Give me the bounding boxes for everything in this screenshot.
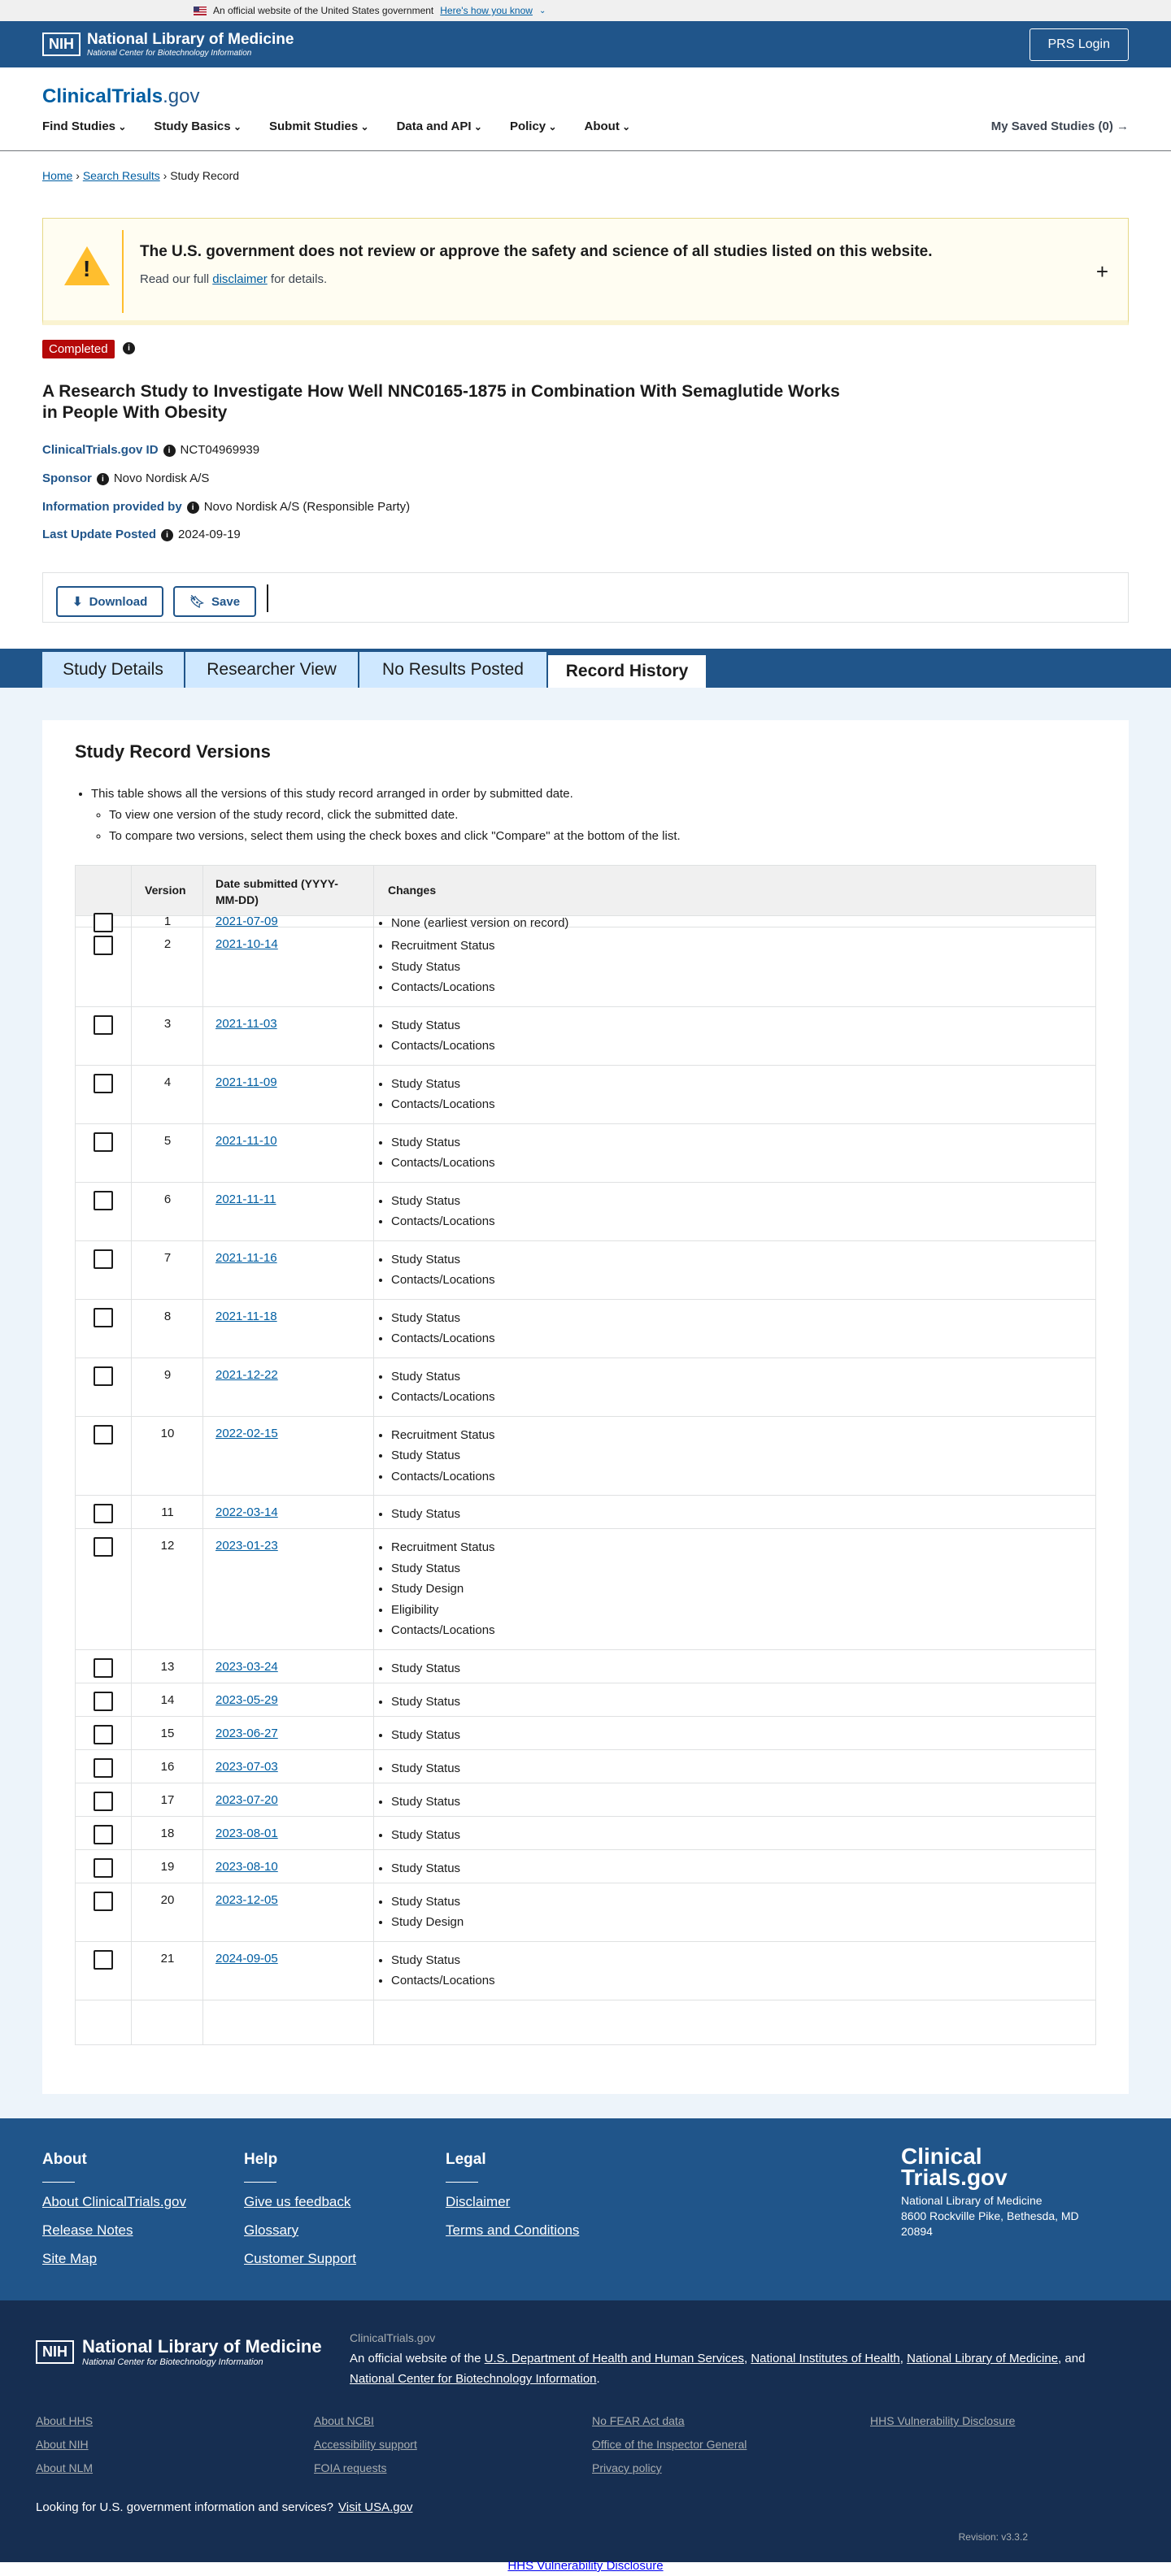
table-row xyxy=(76,1183,1095,1241)
versions-card xyxy=(42,720,1129,2094)
version-number: 17 xyxy=(160,1792,175,1807)
meta-sponsor-label: Sponsor xyxy=(42,471,92,485)
version-checkbox[interactable] xyxy=(94,1249,113,1269)
version-checkbox[interactable] xyxy=(94,1537,113,1557)
version-date-link[interactable]: 2023-05-29 xyxy=(215,1692,278,1707)
nih-logo-mark: NIH xyxy=(42,33,81,56)
download-icon: ⬇ xyxy=(72,595,83,609)
usa-gov-link[interactable]: Visit USA.gov xyxy=(338,2500,413,2514)
meta-update-value: 2024-09-19 xyxy=(178,528,241,541)
version-changes xyxy=(391,1858,460,1879)
change-item: • Study Status xyxy=(391,957,495,978)
version-date-link[interactable]: 2021-11-16 xyxy=(215,1250,277,1265)
change-item: • Study Status xyxy=(391,1792,460,1813)
version-date-link[interactable]: 2021-11-18 xyxy=(215,1309,277,1323)
change-item: • Study Status xyxy=(391,1892,464,1913)
download-button[interactable] xyxy=(56,586,163,617)
change-item: • Study Status xyxy=(391,1825,460,1846)
version-changes xyxy=(391,1504,460,1525)
version-number: 16 xyxy=(160,1759,175,1774)
change-item: • Study Status xyxy=(391,1950,495,1971)
versions-intro xyxy=(91,784,681,847)
version-number: 8 xyxy=(163,1309,172,1323)
address-line: 20894 xyxy=(901,2225,933,2238)
version-checkbox[interactable] xyxy=(94,1892,113,1911)
nav-about[interactable]: About ⌄ xyxy=(585,119,631,133)
version-date-link[interactable]: 2021-11-09 xyxy=(215,1075,277,1089)
table-row xyxy=(76,1817,1095,1850)
version-changes xyxy=(391,1725,460,1746)
address-line: 8600 Rockville Pike, Bethesda, MD xyxy=(901,2209,1079,2222)
table-row xyxy=(76,1650,1095,1683)
version-checkbox[interactable] xyxy=(94,1858,113,1878)
version-checkbox[interactable] xyxy=(94,1950,113,1970)
change-item: • Study Status xyxy=(391,1445,495,1466)
breadcrumb: Home › Search Results › Study Record xyxy=(42,169,240,182)
version-date-link[interactable]: 2024-09-05 xyxy=(215,1951,278,1966)
version-number: 4 xyxy=(163,1075,172,1089)
footer-legal-heading: Legal xyxy=(446,2151,486,2168)
version-changes xyxy=(391,1308,495,1349)
footer-link[interactable]: No FEAR Act data xyxy=(592,2414,685,2427)
disclaimer-divider xyxy=(122,230,124,313)
version-checkbox[interactable] xyxy=(94,1366,113,1386)
table-row xyxy=(76,1783,1095,1817)
change-item: • Study Design xyxy=(391,1912,464,1933)
change-item: • Contacts/Locations xyxy=(391,1094,495,1115)
footer-top xyxy=(0,2118,1171,2300)
version-date-link[interactable]: 2023-07-20 xyxy=(215,1792,278,1807)
action-bar xyxy=(42,572,1129,623)
version-changes xyxy=(391,1892,464,1933)
footer-underline xyxy=(446,2182,478,2183)
address-line: National Library of Medicine xyxy=(901,2194,1043,2207)
change-item: • Study Status xyxy=(391,1692,460,1713)
table-row xyxy=(76,1358,1095,1417)
toolbar-divider xyxy=(267,584,268,612)
site-logo-suffix: .gov xyxy=(163,85,200,107)
version-date-link[interactable]: 2023-08-10 xyxy=(215,1859,278,1874)
change-item: • Recruitment Status xyxy=(391,936,495,957)
gov-banner xyxy=(0,0,1171,21)
version-date-link[interactable]: 2023-03-24 xyxy=(215,1659,278,1674)
meta-sponsor xyxy=(42,471,209,485)
nav-policy[interactable]: Policy ⌄ xyxy=(510,119,557,133)
footer-link[interactable]: Give us feedback xyxy=(244,2194,351,2209)
save-label: Save xyxy=(211,594,241,609)
change-item: • Study Status xyxy=(391,1015,495,1036)
footer-nih-logo[interactable] xyxy=(36,2336,322,2367)
table-body xyxy=(76,916,1095,2000)
ctg-label: ClinicalTrials.gov xyxy=(350,2331,436,2344)
version-number: 7 xyxy=(163,1250,172,1265)
change-item: • Study Design xyxy=(391,1579,495,1600)
col-changes: Changes xyxy=(388,884,437,897)
versions-table xyxy=(75,865,1096,2045)
footer-address-text xyxy=(901,2193,1079,2239)
version-number: 3 xyxy=(163,1016,172,1031)
version-date-link[interactable]: 2021-07-09 xyxy=(215,914,278,928)
change-item: • Study Status xyxy=(391,1858,460,1879)
nih-logo-title: National Library of Medicine xyxy=(87,31,294,48)
official-text: An official website of the xyxy=(350,2352,481,2365)
version-date-link[interactable]: 2022-03-14 xyxy=(215,1505,278,1519)
change-item: • Study Status xyxy=(391,1725,460,1746)
change-item: • Study Status xyxy=(391,1308,495,1329)
info-icon[interactable]: i xyxy=(97,473,109,485)
footer-bottom xyxy=(0,2300,1171,2562)
version-changes xyxy=(391,1425,495,1488)
change-item: • Contacts/Locations xyxy=(391,1036,495,1057)
saved-studies-link[interactable]: My Saved Studies (0) → xyxy=(990,119,1129,133)
footer-underline xyxy=(244,2182,276,2183)
nih-logo-title: National Library of Medicine xyxy=(82,2336,322,2357)
meta-info-label: Information provided by xyxy=(42,500,182,514)
and-text: and xyxy=(1064,2352,1086,2365)
footer-link[interactable]: Glossary xyxy=(244,2222,299,2238)
expand-plus-icon[interactable]: + xyxy=(1095,259,1108,284)
official-statement: ClinicalTrials.gov An official website of the U.S. Department of Health and Human Services, National Institutes of Health, National Library of Medicine, and National Center for Biotechnology Information. xyxy=(350,2328,1114,2389)
disclaimer-alert xyxy=(42,218,1129,325)
meta-info-provided xyxy=(42,500,410,514)
intro-sub-item: ◦ To compare two versions, select them using the check boxes and click "Compare" at the bottom of the list. xyxy=(109,826,681,847)
disclaimer-text xyxy=(140,272,327,286)
vulnerability-disclosure xyxy=(0,2559,1171,2573)
footer-link[interactable]: About ClinicalTrials.gov xyxy=(42,2194,186,2209)
version-date-link[interactable]: 2023-08-01 xyxy=(215,1826,278,1840)
change-item: • Contacts/Locations xyxy=(391,1466,495,1488)
change-item: • Recruitment Status xyxy=(391,1537,495,1558)
version-number: 5 xyxy=(163,1133,172,1148)
nih-logo-mark: NIH xyxy=(36,2340,74,2364)
version-date-link[interactable]: 2023-06-27 xyxy=(215,1726,278,1740)
version-number: 13 xyxy=(160,1659,175,1674)
study-title: A Research Study to Investigate How Well NNC0165-1875 in Combination With Semaglutide Works in People With Obesity xyxy=(42,382,840,422)
info-icon[interactable]: i xyxy=(187,502,199,514)
footer-help-heading: Help xyxy=(244,2151,278,2168)
site-logo[interactable] xyxy=(42,85,199,108)
nlm-link[interactable]: National Library of Medicine xyxy=(907,2352,1059,2365)
version-checkbox[interactable] xyxy=(94,1425,113,1444)
version-number: 19 xyxy=(160,1859,175,1874)
disclaimer-post: for details. xyxy=(270,272,328,286)
footer-logo-line: Clinical xyxy=(901,2144,982,2169)
version-date-link[interactable]: 2021-10-14 xyxy=(215,937,278,951)
version-changes xyxy=(391,1249,495,1291)
change-item: • Study Status xyxy=(391,1132,495,1153)
version-number: 9 xyxy=(163,1367,172,1382)
change-item: • Study Status xyxy=(391,1366,495,1388)
table-row xyxy=(76,1942,1095,2000)
version-date-link[interactable]: 2021-12-22 xyxy=(215,1367,278,1382)
footer-underline xyxy=(42,2182,75,2183)
nih-logo-subtitle: National Center for Biotechnology Information xyxy=(82,2357,263,2367)
nih-logo[interactable] xyxy=(42,31,294,58)
change-item: • Contacts/Locations xyxy=(391,1153,495,1174)
prs-login-button[interactable]: PRS Login xyxy=(1030,28,1130,61)
info-icon[interactable]: i xyxy=(163,445,176,457)
footer-link[interactable]: Office of the Inspector General xyxy=(592,2438,747,2451)
footer-legal xyxy=(446,2151,579,2251)
version-changes xyxy=(391,1950,495,1992)
intro-item xyxy=(91,784,681,847)
us-flag-icon xyxy=(194,7,207,15)
nav-find-studies[interactable]: Find Studies ⌄ xyxy=(42,119,126,133)
main-nav xyxy=(42,119,630,133)
status-badge: Completed xyxy=(42,340,115,358)
version-checkbox[interactable] xyxy=(94,936,113,955)
gov-banner-text: An official website of the United States government xyxy=(213,5,434,16)
table-row xyxy=(76,1417,1095,1497)
version-checkbox[interactable] xyxy=(94,1015,113,1035)
disclaimer-link[interactable]: disclaimer xyxy=(212,272,268,286)
disclaimer-title: The U.S. government does not review or approve the safety and science of all studies listed on this website. xyxy=(140,243,933,260)
version-changes xyxy=(391,1825,460,1846)
footer-address xyxy=(901,2146,1079,2239)
change-item: • Contacts/Locations xyxy=(391,1387,495,1408)
version-number: 18 xyxy=(160,1826,175,1840)
usa-text: Looking for U.S. government information and services? xyxy=(36,2500,334,2514)
tab-researcher-view[interactable]: Researcher View xyxy=(185,652,359,688)
meta-info-value: Novo Nordisk A/S (Responsible Party) xyxy=(203,500,411,514)
version-date-link[interactable]: 2023-01-23 xyxy=(215,1539,278,1553)
version-number: 12 xyxy=(160,1539,175,1553)
version-checkbox[interactable] xyxy=(94,1758,113,1778)
change-item: • Study Status xyxy=(391,1504,460,1525)
bookmark-icon: 🔖︎ xyxy=(189,595,206,609)
meta-update-label: Last Update Posted xyxy=(42,528,157,541)
footer-about xyxy=(42,2151,186,2279)
nav-submit-studies[interactable]: Submit Studies ⌄ xyxy=(269,119,369,133)
footer-link[interactable]: About NCBI xyxy=(314,2414,374,2427)
version-number: 11 xyxy=(161,1505,174,1519)
nav-study-basics[interactable]: Study Basics ⌄ xyxy=(154,119,242,133)
version-checkbox[interactable] xyxy=(94,1132,113,1152)
version-date-link[interactable]: 2021-11-03 xyxy=(215,1016,277,1031)
change-item: • Study Status xyxy=(391,1249,495,1271)
version-checkbox[interactable] xyxy=(94,1725,113,1744)
footer-link[interactable]: About HHS xyxy=(36,2414,94,2427)
tab-no-results-posted[interactable]: No Results Posted xyxy=(359,652,548,688)
version-checkbox[interactable] xyxy=(94,1191,113,1210)
breadcrumb-home[interactable]: Home xyxy=(42,169,73,182)
footer-link[interactable]: About NIH xyxy=(36,2438,89,2451)
footer-logo-line: Trials.gov xyxy=(901,2165,1008,2190)
hhs-link[interactable]: U.S. Department of Health and Human Services xyxy=(484,2352,744,2365)
change-item: • Eligibility xyxy=(391,1600,495,1621)
footer-logo[interactable] xyxy=(901,2146,1079,2188)
version-number: 10 xyxy=(160,1426,175,1440)
nih-header xyxy=(0,21,1171,67)
version-checkbox[interactable] xyxy=(94,1792,113,1811)
info-icon[interactable]: i xyxy=(161,529,173,541)
meta-id xyxy=(42,443,259,457)
change-item: • Contacts/Locations xyxy=(391,1211,495,1232)
footer-link[interactable]: Site Map xyxy=(42,2251,98,2266)
table-row xyxy=(76,905,1095,930)
version-number: 2 xyxy=(163,937,172,951)
table-row xyxy=(76,1850,1095,1883)
version-date-link[interactable]: 2023-07-03 xyxy=(215,1759,278,1774)
footer-link[interactable]: About NLM xyxy=(36,2461,94,2474)
status-info-icon[interactable]: i xyxy=(123,342,135,354)
version-changes xyxy=(391,1074,495,1115)
version-date-link[interactable]: 2023-12-05 xyxy=(215,1892,278,1907)
meta-id-value: NCT04969939 xyxy=(180,443,260,457)
change-item: • Contacts/Locations xyxy=(391,1270,495,1291)
table-row xyxy=(76,1496,1095,1529)
version-changes xyxy=(391,1537,495,1641)
intro-sub-item: ◦ To view one version of the study record, click the submitted date. xyxy=(109,805,681,826)
table-row xyxy=(76,1529,1095,1650)
footer-link[interactable]: Disclaimer xyxy=(446,2194,511,2209)
version-changes xyxy=(391,936,495,998)
intro-text: This table shows all the versions of this study record arranged in order by submitted date. xyxy=(91,787,573,801)
footer-link[interactable]: Terms and Conditions xyxy=(446,2222,580,2238)
table-row xyxy=(76,1750,1095,1783)
warning-icon xyxy=(64,246,110,285)
version-number: 21 xyxy=(160,1951,175,1966)
version-checkbox[interactable] xyxy=(94,1825,113,1844)
table-row xyxy=(76,1124,1095,1183)
nih-logo-subtitle: National Center for Biotechnology Information xyxy=(87,49,252,58)
site-header xyxy=(0,67,1171,151)
version-checkbox[interactable] xyxy=(94,1074,113,1093)
change-item: • None (earliest version on record) xyxy=(391,913,568,934)
usa-gov-line xyxy=(36,2500,412,2514)
disclaimer-pre: Read our full xyxy=(140,272,210,286)
version-changes xyxy=(391,1366,495,1408)
change-item: • Study Status xyxy=(391,1758,460,1779)
breadcrumb-search-results[interactable]: Search Results xyxy=(82,169,160,182)
version-changes xyxy=(391,1692,460,1713)
vulnerability-link[interactable]: HHS Vulnerability Disclosure xyxy=(507,2559,664,2573)
footer-link[interactable]: Customer Support xyxy=(244,2251,356,2266)
table-row xyxy=(76,1241,1095,1300)
version-changes xyxy=(391,1758,460,1779)
tab-study-details[interactable]: Study Details xyxy=(42,652,185,688)
change-item: • Study Status xyxy=(391,1074,495,1095)
meta-id-label: ClinicalTrials.gov ID xyxy=(42,443,159,457)
version-changes xyxy=(391,1191,495,1232)
version-number: 1 xyxy=(163,914,172,928)
footer-about-heading: About xyxy=(42,2151,87,2168)
change-item: • Contacts/Locations xyxy=(391,1328,495,1349)
change-item: • Contacts/Locations xyxy=(391,1620,495,1641)
download-label: Download xyxy=(89,594,148,609)
footer-help xyxy=(244,2151,356,2279)
change-item: • Recruitment Status xyxy=(391,1425,495,1446)
nih-link[interactable]: National Institutes of Health xyxy=(751,2352,900,2365)
tabs-bar xyxy=(0,649,1171,688)
version-changes xyxy=(391,1658,460,1679)
version-number: 20 xyxy=(160,1892,175,1907)
version-changes xyxy=(391,1792,460,1813)
revision: Revision: v3.3.2 xyxy=(958,2531,1028,2543)
change-item: • Contacts/Locations xyxy=(391,1970,495,1992)
save-button[interactable] xyxy=(173,586,256,617)
change-item: • Contacts/Locations xyxy=(391,977,495,998)
table-row xyxy=(76,1007,1095,1066)
table-row xyxy=(76,1717,1095,1750)
version-checkbox[interactable] xyxy=(94,1504,113,1523)
version-changes xyxy=(391,1015,495,1057)
version-number: 14 xyxy=(160,1692,175,1707)
version-date-link[interactable]: 2022-02-15 xyxy=(215,1426,278,1440)
version-date-link[interactable]: 2021-11-10 xyxy=(215,1133,277,1148)
nav-data-api[interactable]: Data and API ⌄ xyxy=(397,119,482,133)
col-date: Date submitted (YYYY-MM-DD) xyxy=(215,877,338,906)
meta-sponsor-value: Novo Nordisk A/S xyxy=(113,471,210,485)
ncbi-link[interactable]: National Center for Biotechnology Information xyxy=(350,2372,597,2386)
version-checkbox[interactable] xyxy=(94,1692,113,1711)
table-row xyxy=(76,1066,1095,1124)
col-version: Version xyxy=(145,884,186,897)
footer-link[interactable]: Privacy policy xyxy=(592,2461,662,2474)
version-checkbox[interactable] xyxy=(94,1308,113,1327)
version-checkbox[interactable] xyxy=(94,1658,113,1678)
change-item: • Study Status xyxy=(391,1658,460,1679)
table-row xyxy=(76,1883,1095,1942)
site-logo-main: ClinicalTrials xyxy=(42,85,163,107)
chevron-down-icon: ⌄ xyxy=(538,6,546,15)
versions-heading: Study Record Versions xyxy=(75,741,271,762)
table-row xyxy=(76,927,1095,1007)
footer-link[interactable]: Accessibility support xyxy=(314,2438,417,2451)
change-item: • Study Status xyxy=(391,1558,495,1579)
version-changes xyxy=(391,1132,495,1174)
table-row xyxy=(76,1683,1095,1717)
footer-link[interactable]: HHS Vulnerability Disclosure xyxy=(870,2414,1016,2427)
version-number: 15 xyxy=(160,1726,175,1740)
table-row xyxy=(76,1300,1095,1358)
version-number: 6 xyxy=(163,1192,172,1206)
version-date-link[interactable]: 2021-11-11 xyxy=(215,1192,276,1206)
footer-link[interactable]: Release Notes xyxy=(42,2222,133,2238)
tab-record-history[interactable]: Record History xyxy=(548,652,707,688)
breadcrumb-current: Study Record xyxy=(170,169,240,182)
change-item: • Study Status xyxy=(391,1191,495,1212)
meta-last-update xyxy=(42,528,241,541)
heres-how-you-know-link[interactable]: Here's how you know xyxy=(440,5,533,16)
footer-link[interactable]: FOIA requests xyxy=(314,2461,387,2474)
